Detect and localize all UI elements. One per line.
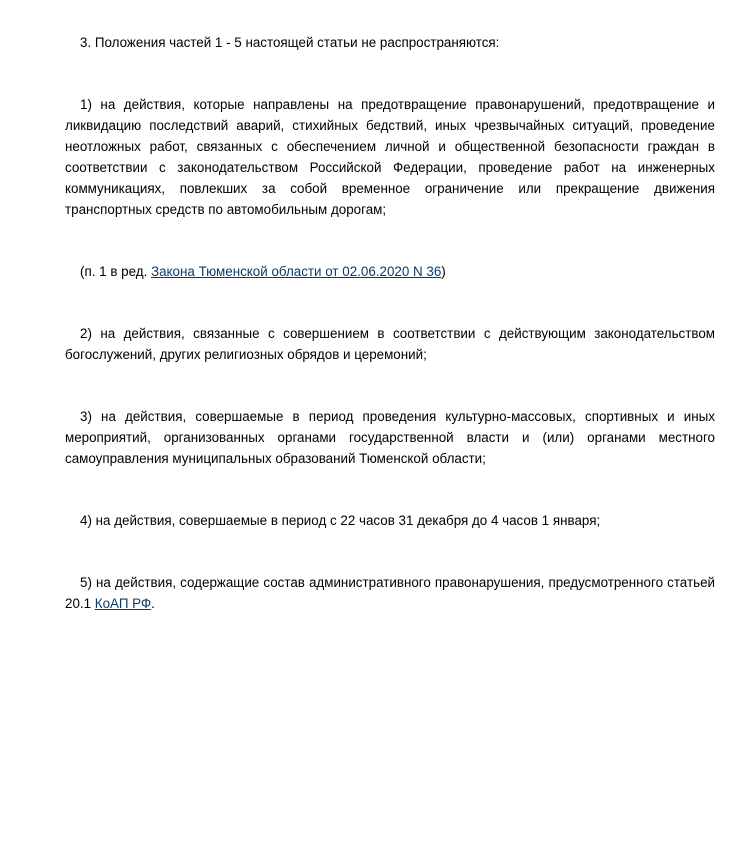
paragraph-subitem-3: 3) на действия, совершаемые в период проведения культурно-массовых, спортивных и иных мероприятий, организованных органами государственной власти и (или) органами местного самоуправления муниципальных образований Тюменской области; [65, 409, 715, 466]
amendment-suffix: ) [441, 264, 446, 279]
paragraph-subitem-4: 4) на действия, совершаемые в период с 22 часов 31 декабря до 4 часов 1 января; [80, 513, 601, 528]
paragraph-subitem-1: 1) на действия, которые направлены на предотвращение правонарушений, предотвращение и ликвидацию последствий аварий, стихийных бедствий, иных чрезвычайных ситуаций, проведение неотложных работ, связанных с обеспечением личной и общественной безопасности граждан в соответствии с законодательством Российской Федерации, проведение работ на инженерных коммуникациях, повлекших за собой временное ограничение или прекращение движения транспортных средств по автомобильным дорогам; [65, 97, 715, 217]
paragraph-subitem-5 [65, 572, 715, 614]
koap-link[interactable]: КоАП РФ [94, 596, 152, 611]
paragraph-amendment-note [65, 261, 715, 282]
amendment-law-link[interactable]: Закона Тюменской области от 02.06.2020 N 36 [151, 264, 442, 279]
subitem-5-suffix: . [151, 596, 155, 611]
subitem-5-prefix: 5) на действия, содержащие состав административного правонарушения, предусмотренного статьей 20.1 [65, 575, 715, 611]
paragraph-item-3-intro: 3. Положения частей 1 - 5 настоящей статьи не распространяются: [80, 35, 500, 50]
paragraph-subitem-2: 2) на действия, связанные с совершением в соответствии с действующим законодательством богослужений, других религиозных обрядов и церемоний; [65, 326, 715, 362]
amendment-prefix: (п. 1 в ред. [80, 264, 152, 279]
